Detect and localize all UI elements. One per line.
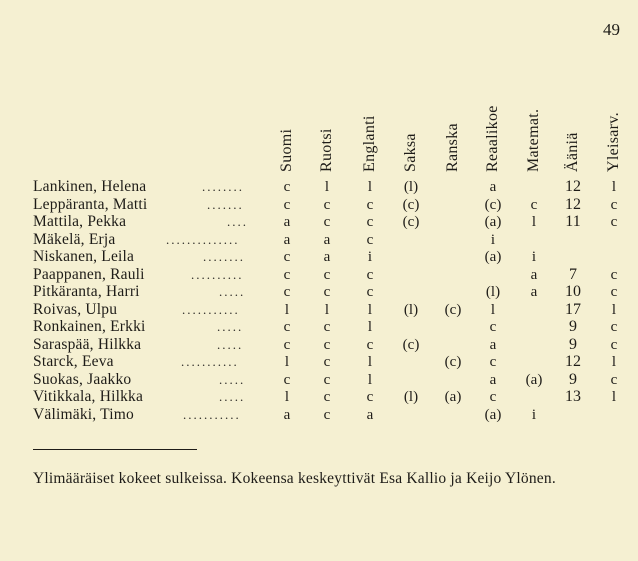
grade-cell: 7 bbox=[569, 265, 577, 283]
grade-cell: c bbox=[366, 389, 374, 405]
dot-leader: ..... bbox=[219, 389, 246, 404]
grade-cell: l bbox=[284, 389, 290, 405]
grade-cell: c bbox=[489, 389, 497, 405]
table-row bbox=[0, 196, 638, 214]
grade-cell: l bbox=[367, 319, 373, 335]
student-name: Roivas, Ulpu bbox=[33, 300, 118, 318]
dot-leader: ....... bbox=[207, 196, 244, 212]
table-row bbox=[0, 388, 638, 406]
column-header-label: Ruotsi bbox=[318, 128, 335, 172]
grade-cell: a bbox=[489, 371, 497, 388]
grade-cell: 10 bbox=[565, 283, 581, 300]
table-row bbox=[0, 266, 638, 284]
grade-cell: c bbox=[283, 196, 291, 213]
grade-cell: (c) bbox=[402, 336, 420, 353]
grade-cell: c bbox=[610, 214, 618, 230]
grade-cell: a bbox=[283, 231, 291, 248]
grade-cell: c bbox=[323, 406, 331, 423]
grade-cell: l bbox=[367, 301, 373, 318]
grade-cell: (a) bbox=[484, 406, 502, 423]
grade-cell: 12 bbox=[565, 195, 581, 213]
grade-cell: c bbox=[366, 336, 374, 353]
grade-cell: c bbox=[323, 336, 331, 353]
student-name: Saraspää, Hilkka bbox=[33, 335, 142, 353]
grade-cell: (l) bbox=[403, 179, 419, 195]
grade-cell: c bbox=[489, 354, 497, 370]
table-row bbox=[0, 318, 638, 336]
grade-cell: c bbox=[366, 214, 374, 230]
student-name: Välimäki, Timo bbox=[33, 405, 134, 423]
grade-cell: l bbox=[611, 179, 617, 195]
grade-cell: c bbox=[610, 371, 618, 388]
grade-cell: l bbox=[324, 179, 330, 195]
column-header-label: Suomi bbox=[278, 128, 295, 172]
student-name: Mäkelä, Erja bbox=[33, 230, 116, 248]
grade-cell: a bbox=[530, 266, 538, 283]
student-name: Suokas, Jaakko bbox=[33, 370, 132, 388]
grade-cell: c bbox=[283, 336, 291, 353]
grade-cell: l bbox=[531, 214, 537, 230]
dot-leader: ..... bbox=[219, 371, 246, 387]
dot-leader: ........... bbox=[183, 406, 241, 422]
dot-leader: ..... bbox=[217, 319, 244, 334]
column-header-label: Englanti bbox=[361, 115, 378, 172]
student-name: Leppäranta, Matti bbox=[33, 195, 148, 213]
grade-cell: c bbox=[530, 196, 538, 213]
column-header-label: Ääniä bbox=[564, 132, 581, 172]
grade-cell: l bbox=[611, 354, 617, 370]
grade-cell: c bbox=[610, 196, 618, 213]
grade-cell: (c) bbox=[484, 196, 502, 213]
grade-cell: l bbox=[367, 179, 373, 195]
grade-cell: (a) bbox=[525, 371, 543, 388]
grade-cell: c bbox=[283, 179, 291, 195]
grade-cell: c bbox=[283, 319, 291, 335]
grade-cell: 9 bbox=[569, 370, 577, 388]
grade-cell: (c) bbox=[402, 214, 420, 230]
grade-cell: a bbox=[530, 284, 538, 300]
grade-cell: c bbox=[610, 284, 618, 300]
dot-leader: .......... bbox=[191, 266, 244, 282]
column-header-label: Reaalikoe bbox=[484, 105, 501, 172]
student-name: Mattila, Pekka bbox=[33, 213, 127, 230]
grade-cell: l bbox=[611, 301, 617, 318]
table-row bbox=[0, 353, 638, 371]
grade-cell: (a) bbox=[484, 249, 502, 265]
dot-leader: ........... bbox=[181, 354, 239, 369]
dot-leader: ..... bbox=[217, 336, 244, 352]
grade-cell: c bbox=[323, 284, 331, 300]
dot-leader: ........ bbox=[203, 249, 245, 264]
dot-leader: .............. bbox=[166, 231, 240, 247]
grade-cell: c bbox=[283, 371, 291, 388]
grade-cell: (l) bbox=[403, 389, 419, 405]
page-number: 49 bbox=[603, 20, 620, 39]
grade-cell: c bbox=[323, 354, 331, 370]
grade-cell: 9 bbox=[569, 335, 577, 353]
grade-cell: 12 bbox=[565, 178, 581, 195]
grade-cell: c bbox=[489, 319, 497, 335]
footnote: Ylimääräiset kokeet sulkeissa. Kokeensa keskeyttivät Esa Kallio ja Keijo Ylönen. bbox=[33, 470, 556, 487]
column-header-label: Saksa bbox=[402, 133, 419, 172]
grade-cell: (a) bbox=[444, 389, 462, 405]
grade-cell: c bbox=[283, 284, 291, 300]
column-header-label: Yleisarv. bbox=[605, 112, 622, 172]
table-row bbox=[0, 371, 638, 389]
student-name: Paappanen, Rauli bbox=[33, 265, 145, 283]
grade-cell: a bbox=[489, 179, 497, 195]
table-row bbox=[0, 248, 638, 266]
grade-cell: a bbox=[283, 214, 291, 230]
grade-cell: l bbox=[611, 389, 617, 405]
grade-cell: c bbox=[323, 371, 331, 388]
grade-cell: a bbox=[489, 336, 497, 353]
grade-cell: 12 bbox=[565, 353, 581, 370]
grade-cell: a bbox=[323, 249, 331, 265]
grade-cell: c bbox=[323, 196, 331, 213]
grade-cell: c bbox=[366, 196, 374, 213]
column-header-label: Ranska bbox=[444, 123, 461, 172]
grade-cell: c bbox=[366, 266, 374, 283]
grade-cell: c bbox=[323, 319, 331, 335]
dot-leader: ..... bbox=[219, 284, 246, 299]
table-row bbox=[0, 283, 638, 301]
grade-cell: l bbox=[367, 371, 373, 388]
grade-cell: c bbox=[283, 266, 291, 283]
grade-cell: 11 bbox=[565, 213, 581, 230]
grade-cell: 17 bbox=[565, 300, 581, 318]
grade-cell: c bbox=[323, 214, 331, 230]
grade-cell: a bbox=[366, 406, 374, 423]
grade-cell: (c) bbox=[444, 301, 462, 318]
dot-leader: ........ bbox=[202, 179, 244, 194]
grade-cell: l bbox=[490, 301, 496, 318]
grade-cell: i bbox=[490, 231, 496, 248]
grade-cell: (c) bbox=[444, 354, 462, 370]
grade-cell: i bbox=[531, 406, 537, 423]
grade-cell: (a) bbox=[484, 214, 502, 230]
table-row bbox=[0, 406, 638, 424]
grade-cell: (l) bbox=[403, 301, 419, 318]
grade-cell: c bbox=[610, 319, 618, 335]
grade-cell: i bbox=[367, 249, 373, 265]
footnote-rule bbox=[33, 449, 197, 450]
grade-cell: a bbox=[323, 231, 331, 248]
student-name: Starck, Eeva bbox=[33, 353, 114, 370]
student-name: Lankinen, Helena bbox=[33, 178, 147, 195]
grade-cell: c bbox=[610, 266, 618, 283]
column-header-label: Matemat. bbox=[525, 108, 542, 172]
grade-cell: i bbox=[531, 249, 537, 265]
table-row bbox=[0, 336, 638, 354]
student-name: Vitikkala, Hilkka bbox=[33, 388, 144, 405]
grade-cell: c bbox=[366, 231, 374, 248]
table-row bbox=[0, 231, 638, 249]
grade-cell: l bbox=[284, 354, 290, 370]
student-name: Niskanen, Leila bbox=[33, 248, 135, 265]
grade-cell: a bbox=[283, 406, 291, 423]
grade-cell: c bbox=[610, 336, 618, 353]
grade-cell: (l) bbox=[485, 284, 501, 300]
grade-cell: l bbox=[284, 301, 290, 318]
table-row bbox=[0, 301, 638, 319]
grade-cell: c bbox=[323, 389, 331, 405]
dot-leader: ........... bbox=[182, 301, 240, 317]
grade-cell: 13 bbox=[565, 388, 581, 405]
grade-cell: l bbox=[367, 354, 373, 370]
grade-cell: c bbox=[366, 284, 374, 300]
dot-leader: .... bbox=[227, 214, 248, 229]
table-row bbox=[0, 213, 638, 231]
grade-cell: 9 bbox=[569, 318, 577, 335]
student-name: Ronkainen, Erkki bbox=[33, 318, 146, 335]
student-name: Pitkäranta, Harri bbox=[33, 283, 140, 300]
table-row bbox=[0, 178, 638, 196]
grade-cell: c bbox=[283, 249, 291, 265]
grade-cell: l bbox=[324, 301, 330, 318]
grade-cell: c bbox=[323, 266, 331, 283]
grade-cell: (c) bbox=[402, 196, 420, 213]
